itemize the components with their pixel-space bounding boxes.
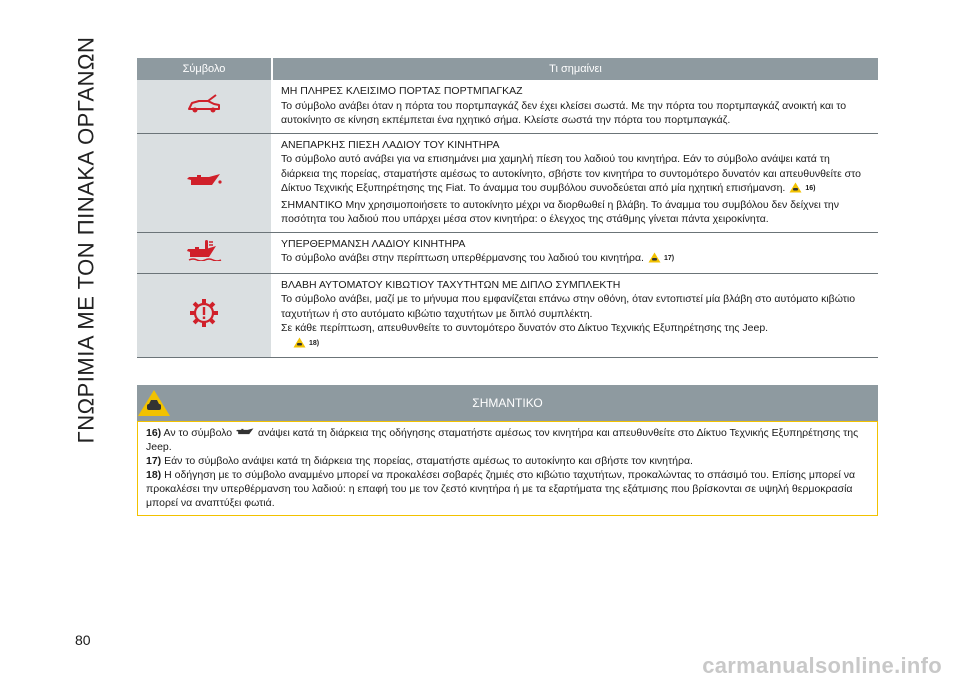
row-description: Το σύμβολο αυτό ανάβει για να επισημάνει μια χαμηλή πίεση του λαδιού του κινητήρα. Εάν το σύμβολο ανάψει κατά τη διάρκεια της πορείας, σταματήστε αμέσως το αυτοκίνητο, σβήστε τον κινητήρα το συντομότερο δυνατόν και απευθυνθείτε στο Δίκτυο Τεχνικής Εξυπηρέτησης της Fiat. Το άναμμα του συμβόλου συνοδεύεται από μία ηχητική επισήμανση. 16) [281,152,870,198]
row-title: ΥΠΕΡΘΕΡΜΑΝΣΗ ΛΑΔΙΟΥ ΚΙΝΗΤΗΡΑ [281,237,466,250]
open-door-icon [186,93,222,120]
warning-triangle-icon [293,337,306,353]
symbol-cell [137,134,273,232]
row-title: ΑΝΕΠΑΡΚΗΣ ΠΙΕΣΗ ΛΑΔΙΟΥ ΤΟΥ ΚΙΝΗΤΗΡΑ [281,138,500,151]
row-description: Το σύμβολο ανάβει, μαζί με το μήνυμα που εμφανίζεται επάνω στην οθόνη, όταν εντοπιστεί μία βλάβη στο αυτόματο κιβώτιο ταχυτήτων ή στο αυτόματο κιβώτιο ταχυτήτων με διπλό συμπλέκτη. [281,293,856,320]
note-item: 17) Εάν το σύμβολο ανάψει κατά τη διάρκεια της πορείας, σταματήστε αμέσως το αυτοκίνητο και σβήστε τον κινητήρα. [146,455,693,467]
meaning-cell [273,80,878,133]
reference-number: 17) [663,255,675,262]
row-title: ΒΛΑΒΗ ΑΥΤΟΜΑΤΟΥ ΚΙΒΩΤΙΟΥ ΤΑΧΥΤΗΤΩΝ ΜΕ ΔΙΠΛΟ ΣΥΜΠΛΕΚΤΗ [281,278,621,291]
meaning-cell [273,233,878,273]
row-description: Το σύμβολο ανάβει στην περίπτωση υπερθέρμανσης του λαδιού του κινητήρα. 17) [281,251,870,268]
watermark: carmanualsonline.info [702,653,942,678]
symbol-cell [137,233,273,273]
symbol-table [137,58,878,358]
note-title: ΣΗΜΑΝΤΙΚΟ [472,396,543,410]
oil-can-icon [185,170,223,195]
table-row [137,233,878,274]
note-header [137,385,878,421]
table-row [137,80,878,134]
important-note-box [137,385,878,516]
meaning-cell [273,134,878,232]
note-item: 16) Αν το σύμβολο ανάψει κατά τη διάρκεια της οδήγησης σταματήστε αμέσως τον κινητήρα και απευθυνθείτε στο Δίκτυο Τεχνικής Εξυπηρέτησης της Jeep. [146,427,859,453]
table-row [137,134,878,233]
reference-number: 16) [805,185,816,192]
warning-triangle-icon [648,252,661,268]
row-title: ΜΗ ΠΛΗΡΕΣ ΚΛΕΙΣΙΜΟ ΠΟΡΤΑΣ ΠΟΡΤΜΠΑΓΚΑΖ [281,85,523,97]
oil-temperature-icon [185,239,223,266]
header-symbol: Σύμβολο [137,58,273,80]
chapter-side-title [66,30,106,450]
row-important: ΣΗΜΑΝΤΙΚΟ Μην χρησιμοποιήσετε το αυτοκίνητο μέχρι να διορθωθεί η βλάβη. Το άναμμα του συμβόλου δεν δείχνει την ποσότητα του λαδιού που υπάρχει μέσα στον κινητήρα: ο έλεγχος της στάθμης γίνεται πάντα χειροκίνητα. [281,198,839,225]
table-header [137,58,878,80]
gear-warning-icon [188,297,220,334]
symbol-cell [137,274,273,358]
meaning-cell [273,274,878,358]
symbol-cell [137,80,273,133]
table-row [137,274,878,359]
note-body [137,421,878,516]
warning-triangle-icon [137,389,171,420]
note-item: 18) Η οδήγηση με το σύμβολο αναμμένο μπορεί να προκαλέσει σοβαρές ζημιές στο κιβώτιο ταχυτήτων, προκαλώντας το σπάσιμό του. Επίσης μπορεί να προκαλέσει την υπερθέρμανση του λαδιού: η επαφή του με τον ζεστό κινητήρα ή με τα εξαρτήματα της εξάτμισης που βρίσκονται σε υψηλή θερμοκρασία μπορεί να αναπτύξει φωτιά. [146,469,856,509]
row-description: Το σύμβολο ανάβει όταν η πόρτα του πορτμπαγκάζ δεν έχει κλείσει σωστά. Με την πόρτα του πορτμπαγκάζ ανοικτή και το αυτοκίνητο σε κίνηση εκπέμπεται ένα ηχητικό σήμα. Κλείστε σωστά την πόρτα του πορτμπαγκάζ. [281,99,847,126]
row-reference [281,336,870,353]
chapter-title-text: ΓΝΩΡΙΜΙΑ ΜΕ ΤΟΝ ΠΙΝΑΚΑ ΟΡΓΑΝΩΝ [73,36,99,444]
header-meaning: Τι σημαίνει [549,63,602,75]
row-description: Σε κάθε περίπτωση, απευθυνθείτε το συντομότερο δυνατόν στο Δίκτυο Τεχνικής Εξυπηρέτησης της Jeep. [281,322,769,334]
page-number: 80 [75,632,91,648]
reference-number: 18) [309,339,320,347]
oil-can-icon [235,427,255,439]
warning-triangle-icon [789,182,802,198]
